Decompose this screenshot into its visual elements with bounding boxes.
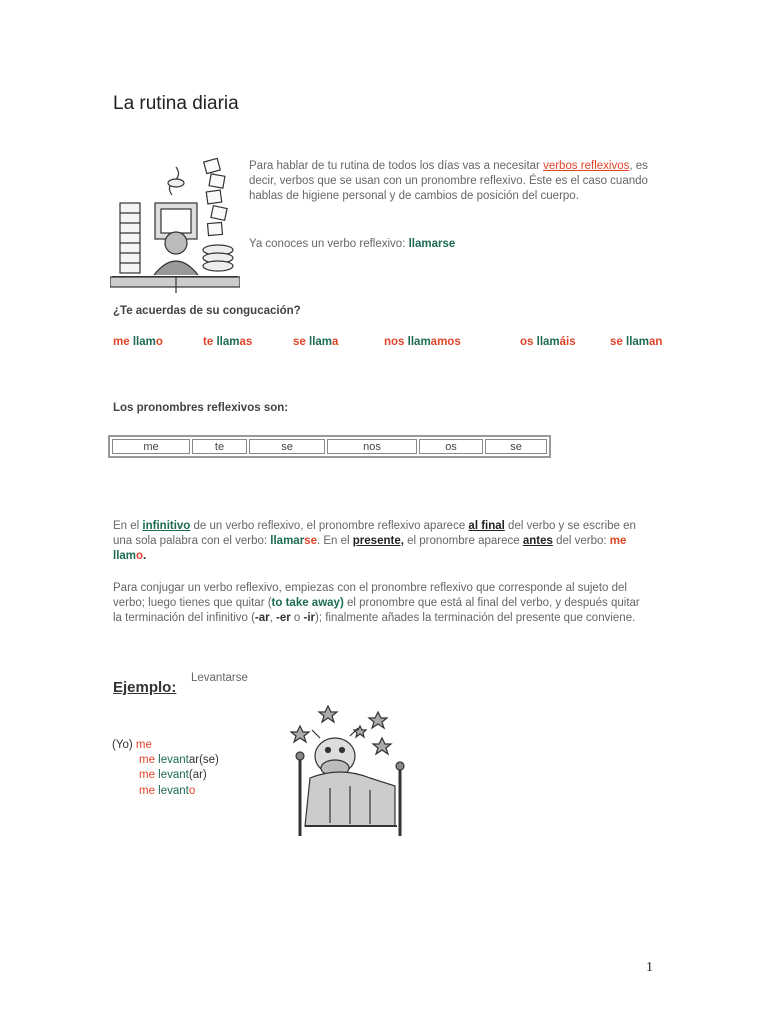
infinitive-paragraph: En el infinitivo de un verbo reflexivo, el pronombre reflexivo aparece al final del verbo y se escribe en una sola palabra con el verbo: llamarse. En el presente, el pronombre aparece antes del verbo: me llamo. — [113, 520, 636, 562]
known-verb: llamarse — [408, 238, 456, 250]
page-title: La rutina diaria — [113, 93, 239, 114]
conj-nos-llamamos: nos llamamos — [384, 336, 461, 348]
cow-in-bed-illustration — [290, 698, 410, 843]
table-cell: se — [249, 439, 325, 454]
table-cell: os — [419, 439, 483, 454]
pronouns-heading: Los pronombres reflexivos son: — [113, 402, 289, 414]
known-verb-line — [249, 237, 455, 252]
intro-text-rest: , es decir, verbos que se usan con un pronombre reflexivo. Éste es el caso cuando hablas de higiene personal y de cambios de posición del cuerpo. — [249, 160, 648, 202]
conjugation-question: ¿Te acuerdas de su congucación? — [113, 305, 301, 317]
verbos-reflexivos-link[interactable]: verbos reflexivos — [543, 160, 630, 172]
intro-text: Para hablar de tu rutina de todos los días vas a necesitar — [249, 160, 544, 172]
example-line-2: me levant(ar) — [139, 769, 207, 781]
example-verb: Levantarse — [191, 672, 248, 684]
conj-me-llamo: me llamo — [113, 336, 163, 348]
intro-paragraph — [249, 159, 659, 204]
table-cell: nos — [327, 439, 417, 454]
conj-te-llamas: te llamas — [203, 336, 253, 348]
conj-se-llama: se llama — [293, 336, 339, 348]
page-number: 1 — [646, 960, 653, 975]
conj-se-llaman: se llaman — [610, 336, 663, 348]
pronouns-table — [108, 435, 551, 458]
table-cell: se — [485, 439, 547, 454]
known-verb-text: Ya conoces un verbo reflexivo: — [249, 238, 409, 250]
example-line-3: me levanto — [139, 785, 196, 797]
example-line-yo: (Yo) me — [112, 739, 152, 751]
computer-person-illustration — [110, 155, 240, 295]
table-cell: me — [112, 439, 190, 454]
example-line-1: me levantar(se) — [139, 754, 219, 766]
conj-os-llamais: os llamáis — [520, 336, 576, 348]
example-heading: Ejemplo: — [113, 679, 177, 696]
table-row — [112, 439, 547, 454]
table-cell: te — [192, 439, 247, 454]
conjugate-paragraph: Para conjugar un verbo reflexivo, empiezas con el pronombre reflexivo que corresponde al sujeto del verbo; luego tienes que quitar (to take away) el pronombre que está al final del verbo, y después quitar la terminación del infinitivo (-ar, -er o -ir); finalmente añades la terminación del presente que conviene. — [113, 582, 640, 624]
